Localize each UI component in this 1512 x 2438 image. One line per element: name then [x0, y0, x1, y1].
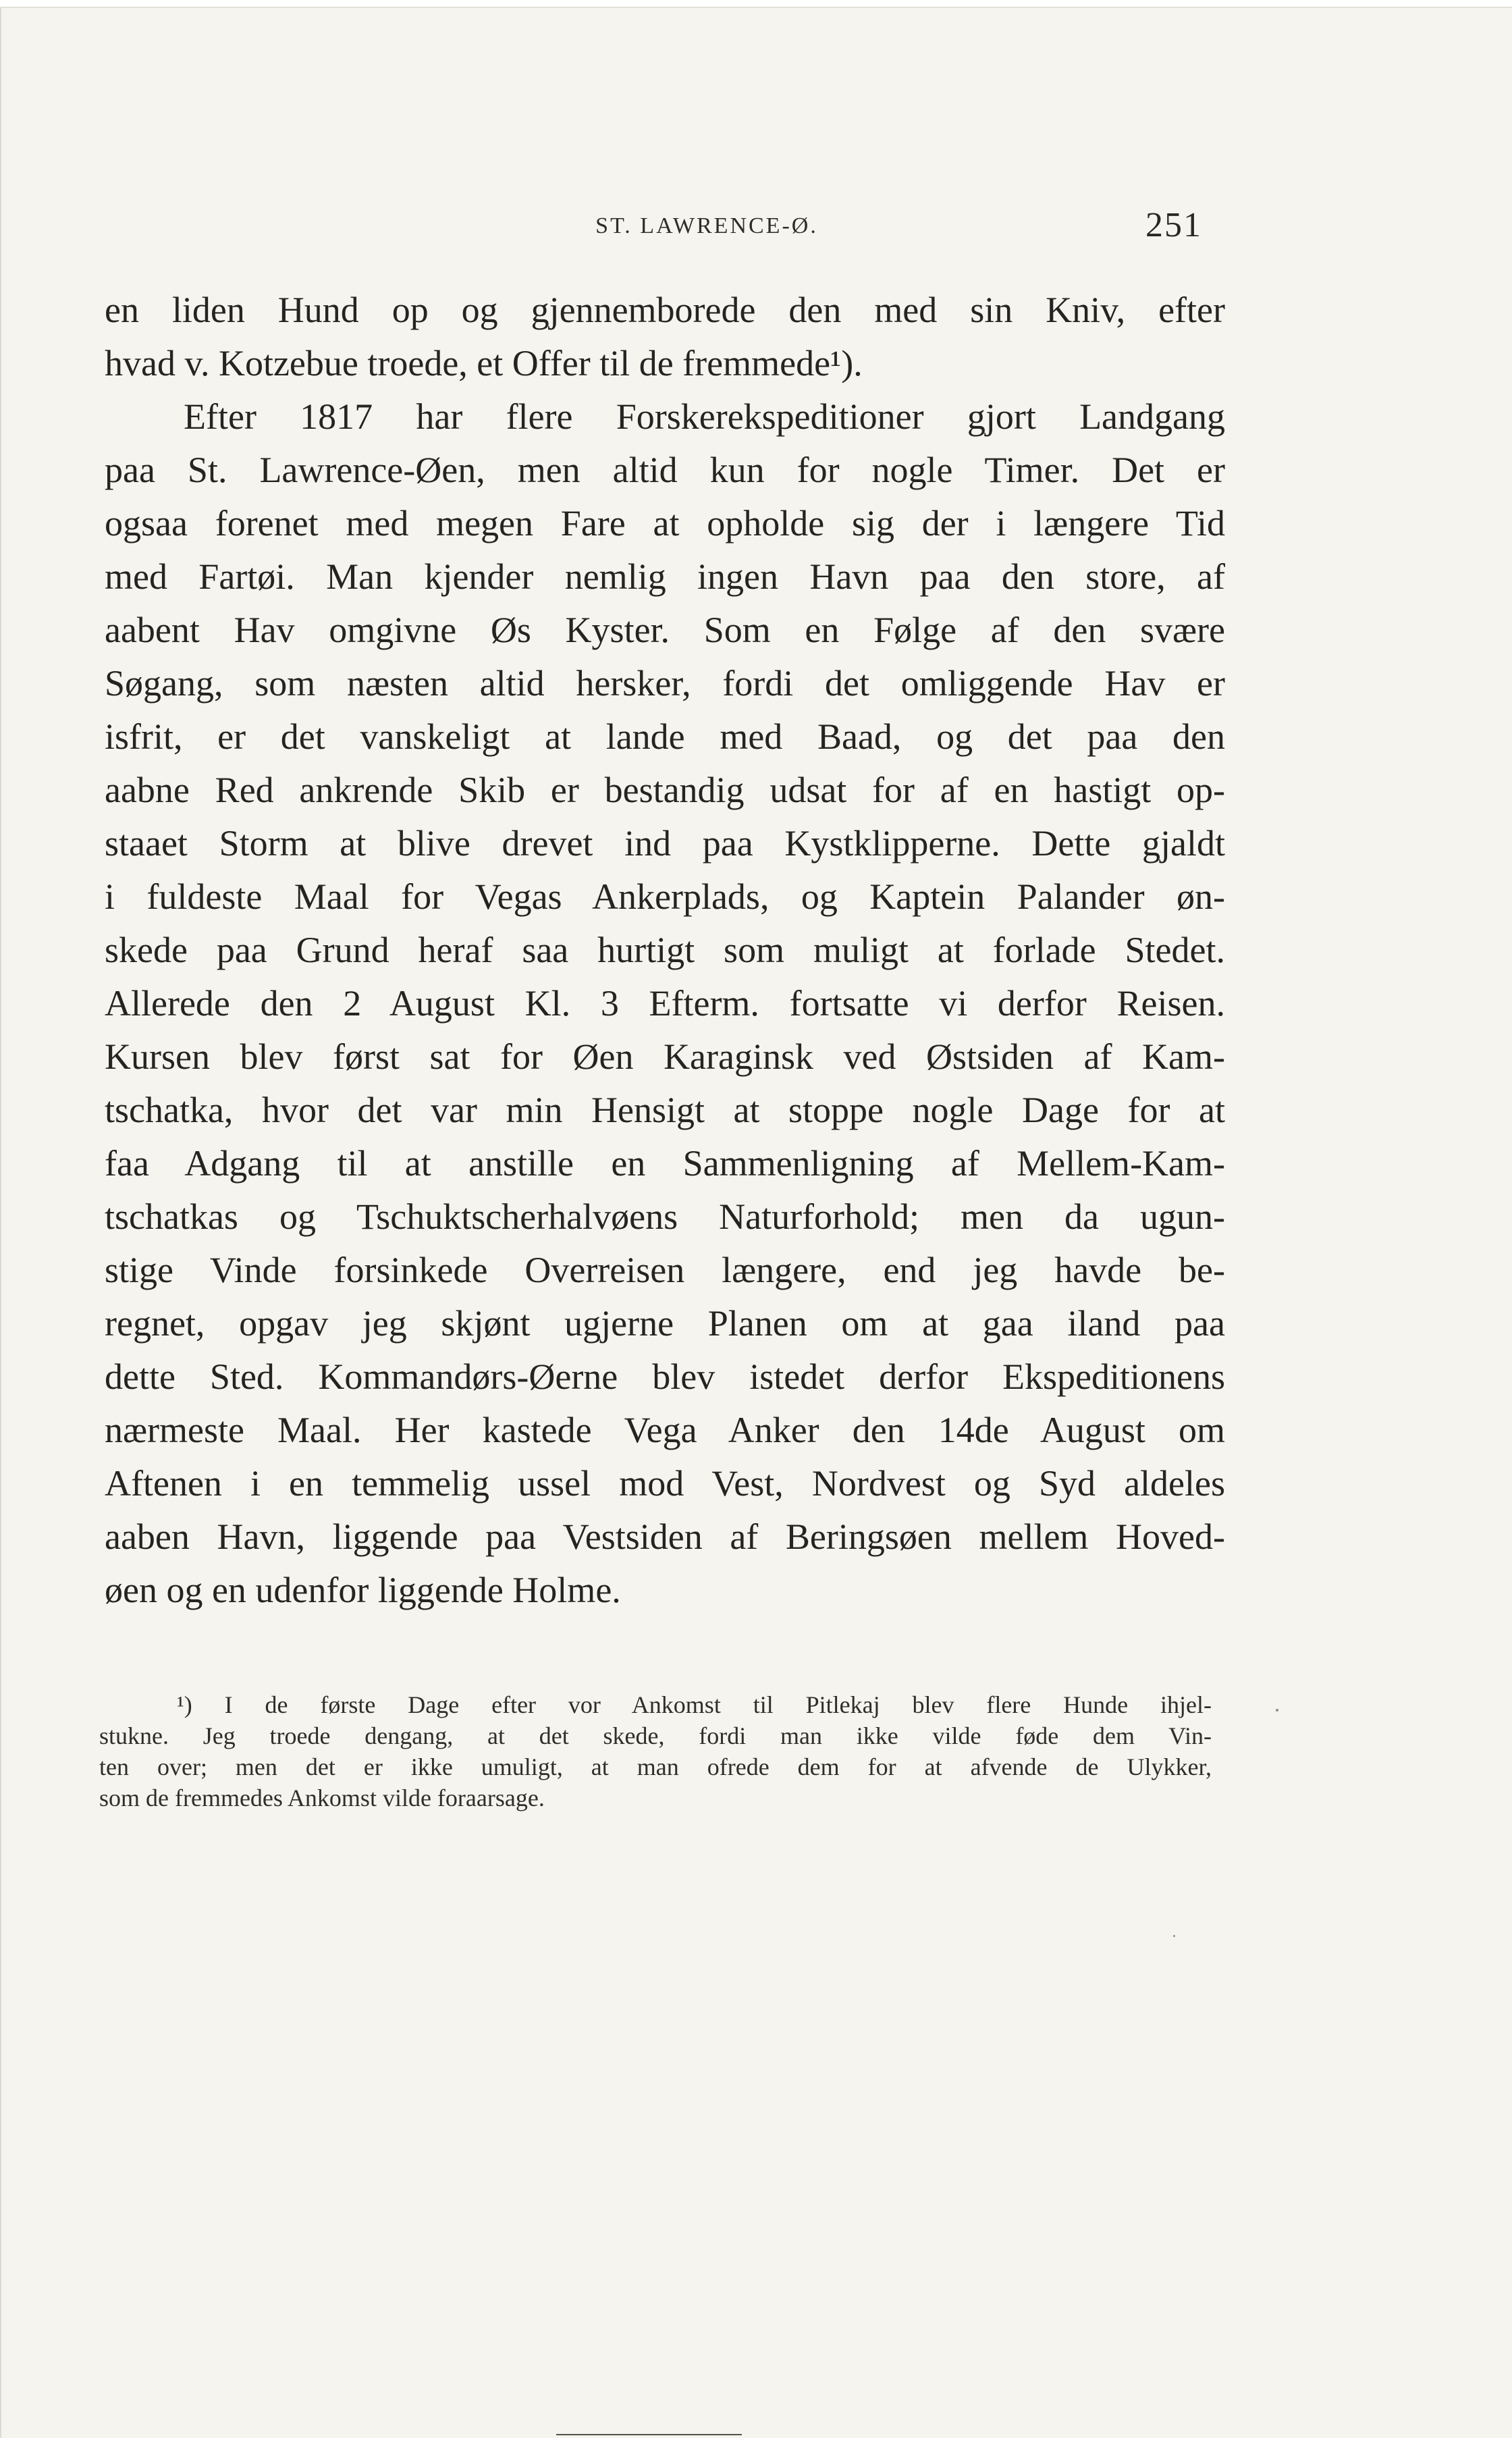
text-line: aabne Red ankrende Skib er bestandig udsat for af en hastigt op-: [105, 770, 1225, 810]
text-line: Kursen blev først sat for Øen Karaginsk ved Østsiden af Kam-: [105, 1036, 1225, 1077]
body-text: [105, 284, 1225, 1617]
text-line: Allerede den 2 August Kl. 3 Efterm. fortsatte vi derfor Reisen.: [105, 983, 1225, 1024]
paper-speck: [1173, 1935, 1175, 1937]
text-line: øen og en udenfor liggende Holme.: [105, 1570, 621, 1610]
page-number: 251: [1145, 206, 1202, 244]
end-rule: [556, 2434, 742, 2435]
footnote: [99, 1689, 1212, 1813]
footnote-line: ten over; men det er ikke umuligt, at man ofrede dem for at afvende de Ulykker,: [99, 1753, 1212, 1780]
running-head: [1, 205, 1512, 259]
text-line: Søgang, som næsten altid hersker, fordi det omliggende Hav er: [105, 663, 1225, 704]
footnote-line: stukne. Jeg troede dengang, at det skede, fordi man ikke vilde føde dem Vin-: [99, 1722, 1212, 1749]
text-line: med Fartøi. Man kjender nemlig ingen Havn paa den store, af: [105, 556, 1225, 597]
text-line: i fuldeste Maal for Vegas Ankerplads, og Kaptein Palander øn-: [105, 876, 1225, 917]
footnote-line: som de fremmedes Ankomst vilde foraarsage.: [99, 1784, 545, 1811]
text-line: paa St. Lawrence-Øen, men altid kun for nogle Timer. Det er: [105, 450, 1225, 490]
text-line: hvad v. Kotzebue troede, et Offer til de fremmede¹).: [105, 343, 863, 383]
text-line: faa Adgang til at anstille en Sammenligning af Mellem-Kam-: [105, 1143, 1225, 1184]
text-line: Aftenen i en temmelig ussel mod Vest, Nordvest og Syd aldeles: [105, 1463, 1225, 1504]
text-line: Efter 1817 har flere Forskerekspeditioner gjort Landgang: [184, 396, 1225, 437]
text-line: isfrit, er det vanskeligt at lande med Baad, og det paa den: [105, 716, 1225, 757]
text-line: stige Vinde forsinkede Overreisen længere, end jeg havde be-: [105, 1250, 1225, 1290]
text-line: nærmeste Maal. Her kastede Vega Anker den 14de August om: [105, 1410, 1225, 1450]
text-line: dette Sted. Kommandørs-Øerne blev istedet derfor Ekspeditionens: [105, 1356, 1225, 1397]
text-line: tschatka, hvor det var min Hensigt at stoppe nogle Dage for at: [105, 1090, 1225, 1130]
book-page: [0, 7, 1512, 2438]
footnote-line: ¹) I de første Dage efter vor Ankomst til Pitlekaj blev flere Hunde ihjel-: [177, 1691, 1212, 1718]
text-line: aabent Hav omgivne Øs Kyster. Som en Følge af den svære: [105, 610, 1225, 650]
text-line: en liden Hund op og gjennemborede den med sin Kniv, efter: [105, 290, 1225, 330]
text-line: ogsaa forenet med megen Fare at opholde sig der i længere Tid: [105, 503, 1225, 544]
text-line: tschatkas og Tschuktscherhalvøens Naturforhold; men da ugun-: [105, 1196, 1225, 1237]
text-line: staaet Storm at blive drevet ind paa Kystklipperne. Dette gjaldt: [105, 823, 1225, 864]
text-line: aaben Havn, liggende paa Vestsiden af Beringsøen mellem Hoved-: [105, 1516, 1225, 1557]
text-line: regnet, opgav jeg skjønt ugjerne Planen om at gaa iland paa: [105, 1303, 1225, 1344]
text-line: skede paa Grund heraf saa hurtigt som muligt at forlade Stedet.: [105, 930, 1225, 970]
paper-speck: [1276, 1709, 1278, 1712]
running-title: ST. LAWRENCE-Ø.: [595, 213, 818, 238]
